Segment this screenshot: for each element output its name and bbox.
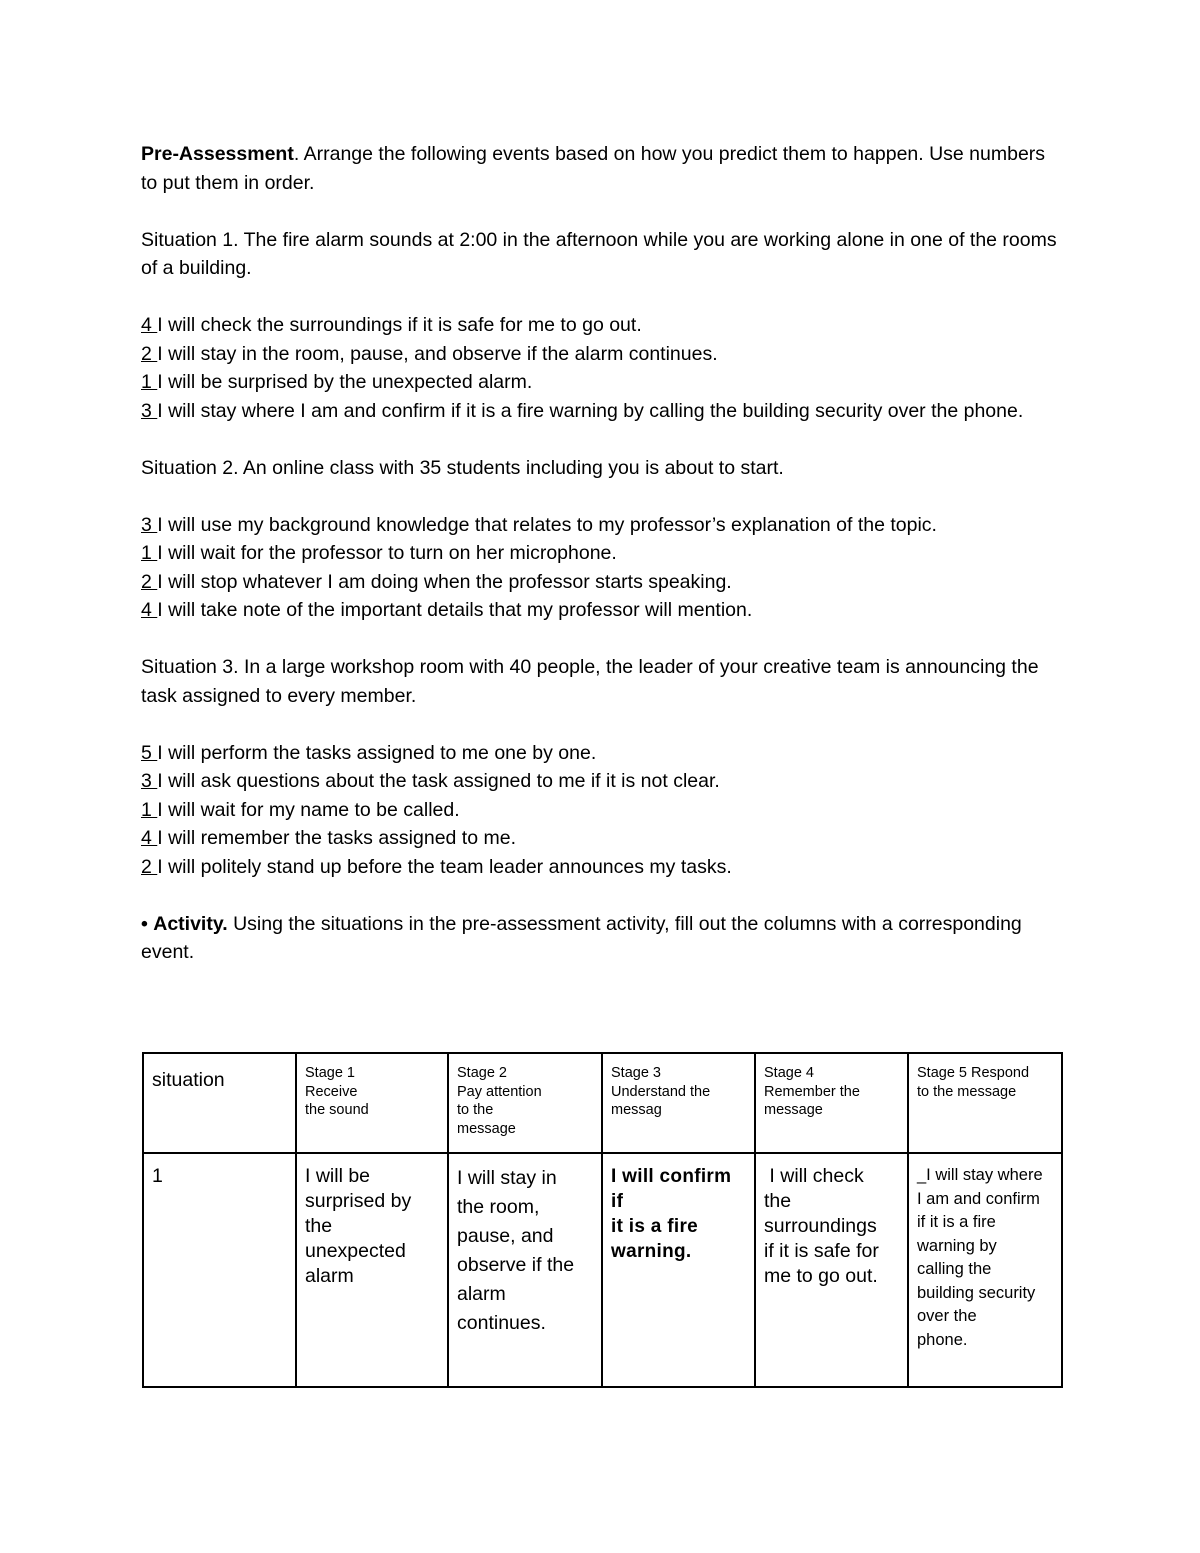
intro-instructions: . Arrange the following events based on how you predict them to happen. Use numbers to put them in order. [141, 143, 1046, 194]
situation-3-item: 1 I will wait for my name to be called. [141, 798, 460, 821]
situation-3-item: 2 I will politely stand up before the team leader announces my tasks. [141, 855, 732, 878]
intro-paragraph [141, 140, 1061, 197]
stages-table [142, 1052, 1063, 1388]
header-stage-4: Stage 4 Remember the message [755, 1053, 908, 1153]
header-stage-1: Stage 1 Receive the sound [296, 1053, 448, 1153]
situation-2-item: 3 I will use my background knowledge that relates to my professor’s explanation of the topic. [141, 513, 937, 536]
header-stage-5: Stage 5 Respond to the message [908, 1053, 1062, 1153]
header-stage-2: Stage 2 Pay attention to the message [448, 1053, 602, 1153]
situation-2-item: 2 I will stop whatever I am doing when the professor starts speaking. [141, 570, 732, 593]
header-situation: situation [143, 1053, 296, 1153]
situation-3-item: 3 I will ask questions about the task assigned to me if it is not clear. [141, 770, 720, 792]
cell-situation-number: 1 [143, 1153, 296, 1387]
situation-2-item: 4 I will take note of the important details that my professor will mention. [141, 599, 753, 621]
table-row [143, 1153, 1062, 1387]
situation-1-item: 2 I will stay in the room, pause, and observe if the alarm continues. [141, 342, 718, 365]
situation-2-heading: Situation 2. An online class with 35 students including you is about to start. [141, 456, 784, 479]
pre-assessment-title: Pre-Assessment [141, 143, 294, 165]
table-header-row [143, 1053, 1062, 1153]
cell-stage-5: _I will stay where I am and confirm if it is a fire warning by calling the building security over the phone. [908, 1153, 1062, 1387]
activity-text: Using the situations in the pre-assessment activity, fill out the columns with a corresponding event. [141, 912, 1022, 963]
situation-1-item: 4 I will check the surroundings if it is safe for me to go out. [141, 314, 642, 336]
document-body [141, 140, 1061, 967]
situation-1-item: 1 I will be surprised by the unexpected alarm. [141, 371, 533, 393]
activity-paragraph [141, 910, 1061, 967]
activity-bullet: • [141, 912, 148, 935]
cell-stage-1: I will be surprised by the unexpected alarm [296, 1153, 448, 1387]
situation-3-item: 5 I will perform the tasks assigned to me one by one. [141, 741, 597, 764]
cell-stage-3: I will confirm if it is a fire warning. [602, 1153, 755, 1387]
cell-stage-2: I will stay in the room, pause, and observe if the alarm continues. [448, 1153, 602, 1387]
activity-label: Activity. [153, 912, 228, 935]
situation-1-item: 3 I will stay where I am and confirm if it is a fire warning by calling the building security over the phone. [141, 399, 1024, 422]
situation-3-heading: Situation 3. In a large workshop room with 40 people, the leader of your creative team is announcing the task assigned to every member. [141, 656, 1039, 707]
cell-stage-4: I will check the surroundings if it is safe for me to go out. [755, 1153, 908, 1387]
situation-1-heading: Situation 1. The fire alarm sounds at 2:00 in the afternoon while you are working alone in one of the rooms of a building. [141, 228, 1057, 279]
situation-2-item: 1 I will wait for the professor to turn on her microphone. [141, 542, 617, 564]
header-stage-3: Stage 3 Understand the messag [602, 1053, 755, 1153]
situation-3-item: 4 I will remember the tasks assigned to me. [141, 827, 516, 849]
